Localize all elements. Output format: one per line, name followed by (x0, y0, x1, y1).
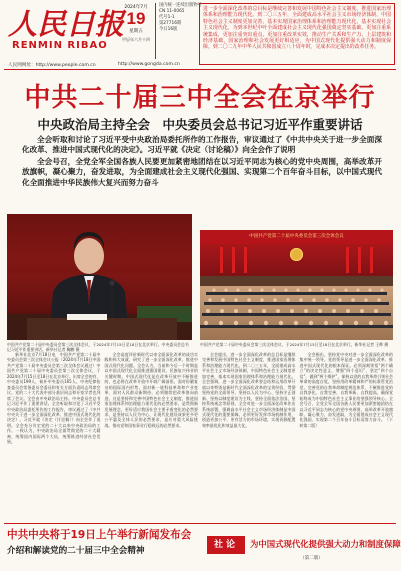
main-headline[interactable]: 中共二十届三中全会在京举行 (24, 83, 376, 113)
masthead-url[interactable]: http://www.gongda.com.cn (118, 62, 180, 67)
issue-line: 今日16版 (159, 27, 178, 32)
svg-text:人民日报: 人民日报 (8, 7, 125, 41)
lead-summary-text: 进一步全面深化改革的总目标是继续完善和发展中国特色社会主义制度，推进国家治理体系和治理能力现代化。到二〇三五年，全面建成高水平社会主义市场经济体制，中国特色社会主义制度更加完善，基本实现国家治理体系和治理能力现代化，基本实现社会主义现代化，为到本世纪中叶全面建成社会主义现代化强国奠定坚实基础。更加注重系统集成，更加注重突出重点，更加注重改革实效，推动生产关系和生产力、上层建筑和经济基础、国家治理和社会发展更好相适应，为中国式现代化提供强大动力和制度保障。到二〇二九年中华人民共和国成立八十周年时，完成本决定提出的改革任务。 (203, 6, 391, 51)
article-column (202, 352, 296, 520)
press-conference-headline[interactable]: 中共中央将于19日上午举行新闻发布会 (7, 529, 192, 541)
summary-paragraph: 全会号召，全党全军全国各族人民要更加紧密地团结在以习近平同志为核心的党中央周围，高举改革开放旗帜，凝心聚力，奋发进取，为全面建成社会主义现代化强国、实现第二个百年奋斗目标，以中国式现代化全面推进中华民族伟大复兴而努力奋斗 (22, 156, 382, 187)
audience-hall (200, 286, 393, 340)
article-paragraph: 全会指出，坚持党中央对进一步全面深化改革的集中统一领导。党的领导是进一步全面深化改革、推进中国式现代化的根本保证。必须深刻领悟“两个确立”的决定性意义，增强“四个意识”、坚定“四个自信”、做到“两个维护”，保持以党的自我革命引领社会革命的高度自觉，坚持用改革精神和严的标准管党治党，完善党的自我革命制度规范体系，不断推进党的自我净化、自我完善、自我革新、自我提高，确保党始终成为中国特色社会主义事业的坚强领导核心。全会号召，全党全军全国各族人民要更加紧密地团结在以习近平同志为核心的党中央周围，高举改革开放旗帜，凝心聚力，奋发进取，为全面建成社会主义现代化强国、实现第二个百年奋斗目标而努力奋斗。（下转第二版） (299, 352, 393, 428)
masthead-divider (4, 69, 396, 70)
masthead-website[interactable]: 人民网网址：http://www.people.com.cn (8, 63, 96, 68)
press-conference-subheadline: 介绍和解读党的二十届三中全会精神 (7, 546, 145, 556)
article-column (300, 352, 394, 520)
red-flag-icon (232, 247, 235, 273)
press-conference-notice[interactable] (7, 527, 197, 556)
summary-paragraph: 全会听取和讨论了习近平受中央政治局委托所作的工作报告，审议通过了《中共中央关于进一步全面深化改革、推进中国式现代化的决定》。习近平就《决定（讨论稿）》向全会作了说明 (22, 135, 382, 155)
issue-line: 国内统一连续出版物号 (159, 3, 202, 8)
red-flag-icon (244, 247, 247, 273)
article-column (105, 352, 199, 520)
sub-headline[interactable]: 中央政治局主持全会 中央委员会总书记习近平作重要讲话 (37, 117, 363, 132)
date-weekday: 星期五 (129, 29, 143, 34)
people-daily-logo (6, 4, 125, 41)
editorial-headline[interactable]: 为中国式现代化提供强大动力和制度保障 (250, 539, 401, 549)
editorial-badge: 社论 (207, 536, 245, 554)
issue-line: CN 11-0065 (159, 9, 185, 14)
rostrum (200, 276, 393, 286)
date-year-month: 2024年7月 (124, 5, 148, 10)
hall-banner-text: 中国共产党第二十届中央委员会第三次全体会议 (249, 234, 344, 239)
article-column (7, 352, 101, 520)
audience-rows (200, 286, 393, 340)
speaker-illustration (7, 214, 192, 340)
bottom-divider (4, 523, 396, 524)
photo-caption-right: 中国共产党第二十届中央委员会第三次全体会议，于2024年7月15日至18日在北京举行。新华社记者 王晔 摄 (200, 342, 389, 347)
article-paragraph: 全会高度评价新时代以来全面深化改革的成功实践和伟大成就，研究了进一步全面深化改革、推进中国式现代化问题。全会认为，当前和今后一个时期是以中国式现代化全面推进强国建设、民族复兴伟业的关键时期。中国式现代化是在改革开放中不断推进的，也必将在改革开放中开辟广阔前景。面对纷繁复杂的国际国内形势，面对新一轮科技革命和产业变革，面对人民群众新期待，必须继续把改革推向前进。这是坚持和完善中国特色社会主义制度、推进国家治理体系和治理能力现代化的必然要求，是贯彻新发展理念、更好适应我国社会主要矛盾变化的必然要求，是坚持以人民为中心、让现代化建设成果更多更公平惠及全体人民的必然要求，是应对重大风险挑战、推动党和国家事业行稳致远的必然要求。 (104, 352, 198, 428)
issue-line: 代号1-1 (159, 15, 175, 20)
photo-plenary-hall[interactable] (200, 230, 393, 340)
article-paragraph: 新华社北京7月18日电 中国共产党第二十届中央委员会第三次全体会议公报（2024年7月18日中国共产党第二十届中央委员会第三次全体会议通过）中国共产党第二十届中央委员会第三次全体会议，于2024年7月15日至18日在北京举行。出席全会的有，中央委员199人，候补中央委员165人。中央纪律检查委员会常务委员会委员和有关方面负责同志列席会议。党的二十大代表中部分基层同志和专家学者也列席了会议。全会由中央政治局主持。中央委员会总书记习近平作了重要讲话。全会听取和讨论了习近平受中央政治局委托所作的工作报告，审议通过了《中共中央关于进一步全面深化改革、推进中国式现代化的决定》。习近平就《决定（讨论稿）》向全会作了说明。全会充分肯定党的二十大以来中央政治局的工作。一致认为，中央政治局全面贯彻党的二十大精神，统筹国内国际两个大局，统筹推进经济社会发展。 (7, 352, 101, 445)
red-flag-icon (370, 247, 373, 273)
date-day: 19 (126, 9, 146, 28)
headline-summary (22, 135, 382, 189)
red-flag-icon (220, 247, 223, 273)
photo-speaker[interactable] (7, 214, 192, 340)
editorial-page-ref: （第二版） (300, 556, 323, 561)
date-lunar: 甲辰年六月十四 (122, 37, 150, 42)
masthead (0, 0, 400, 70)
issue-line: 第27716期 (159, 21, 182, 26)
issue-info (155, 3, 202, 59)
article-body (7, 352, 393, 520)
red-flag-icon (358, 247, 361, 273)
party-emblem-icon (290, 248, 303, 261)
date-box (121, 3, 151, 59)
lead-summary-box (199, 3, 395, 65)
masthead-pinyin: RENMIN RIBAO (12, 40, 108, 51)
red-flag-icon (346, 247, 349, 273)
photo-caption-left: 中国共产党第二十届中央委员会第三次全体会议，于2024年7月15日至18日在北京举行。中央委员会总书记习近平作重要讲话。新华社记者 鞠鹏 摄 (7, 342, 189, 352)
article-paragraph: 全会提出，进一步全面深化改革的总目标是继续完善和发展中国特色社会主义制度，推进国家治理体系和治理能力现代化。到二〇三五年，全面建成高水平社会主义市场经济体制，中国特色社会主义制度更加完善，基本实现国家治理体系和治理能力现代化。全会强调，进一步全面深化改革要总结和运用改革开放以来特别是新时代全面深化改革的宝贵经验，贯彻坚持党的全面领导、坚持以人民为中心、坚持守正创新、坚持以制度建设为主线、坚持全面依法治国、坚持系统观念等原则。全会对进一步全面深化改革作出系统部署，强调高水平社会主义市场经济体制是中国式现代化的重要保障。必须更好发挥市场机制作用，创造更加公平、更有活力的市场环境，实现资源配置效率最优化和效益最大化。 (202, 352, 296, 428)
